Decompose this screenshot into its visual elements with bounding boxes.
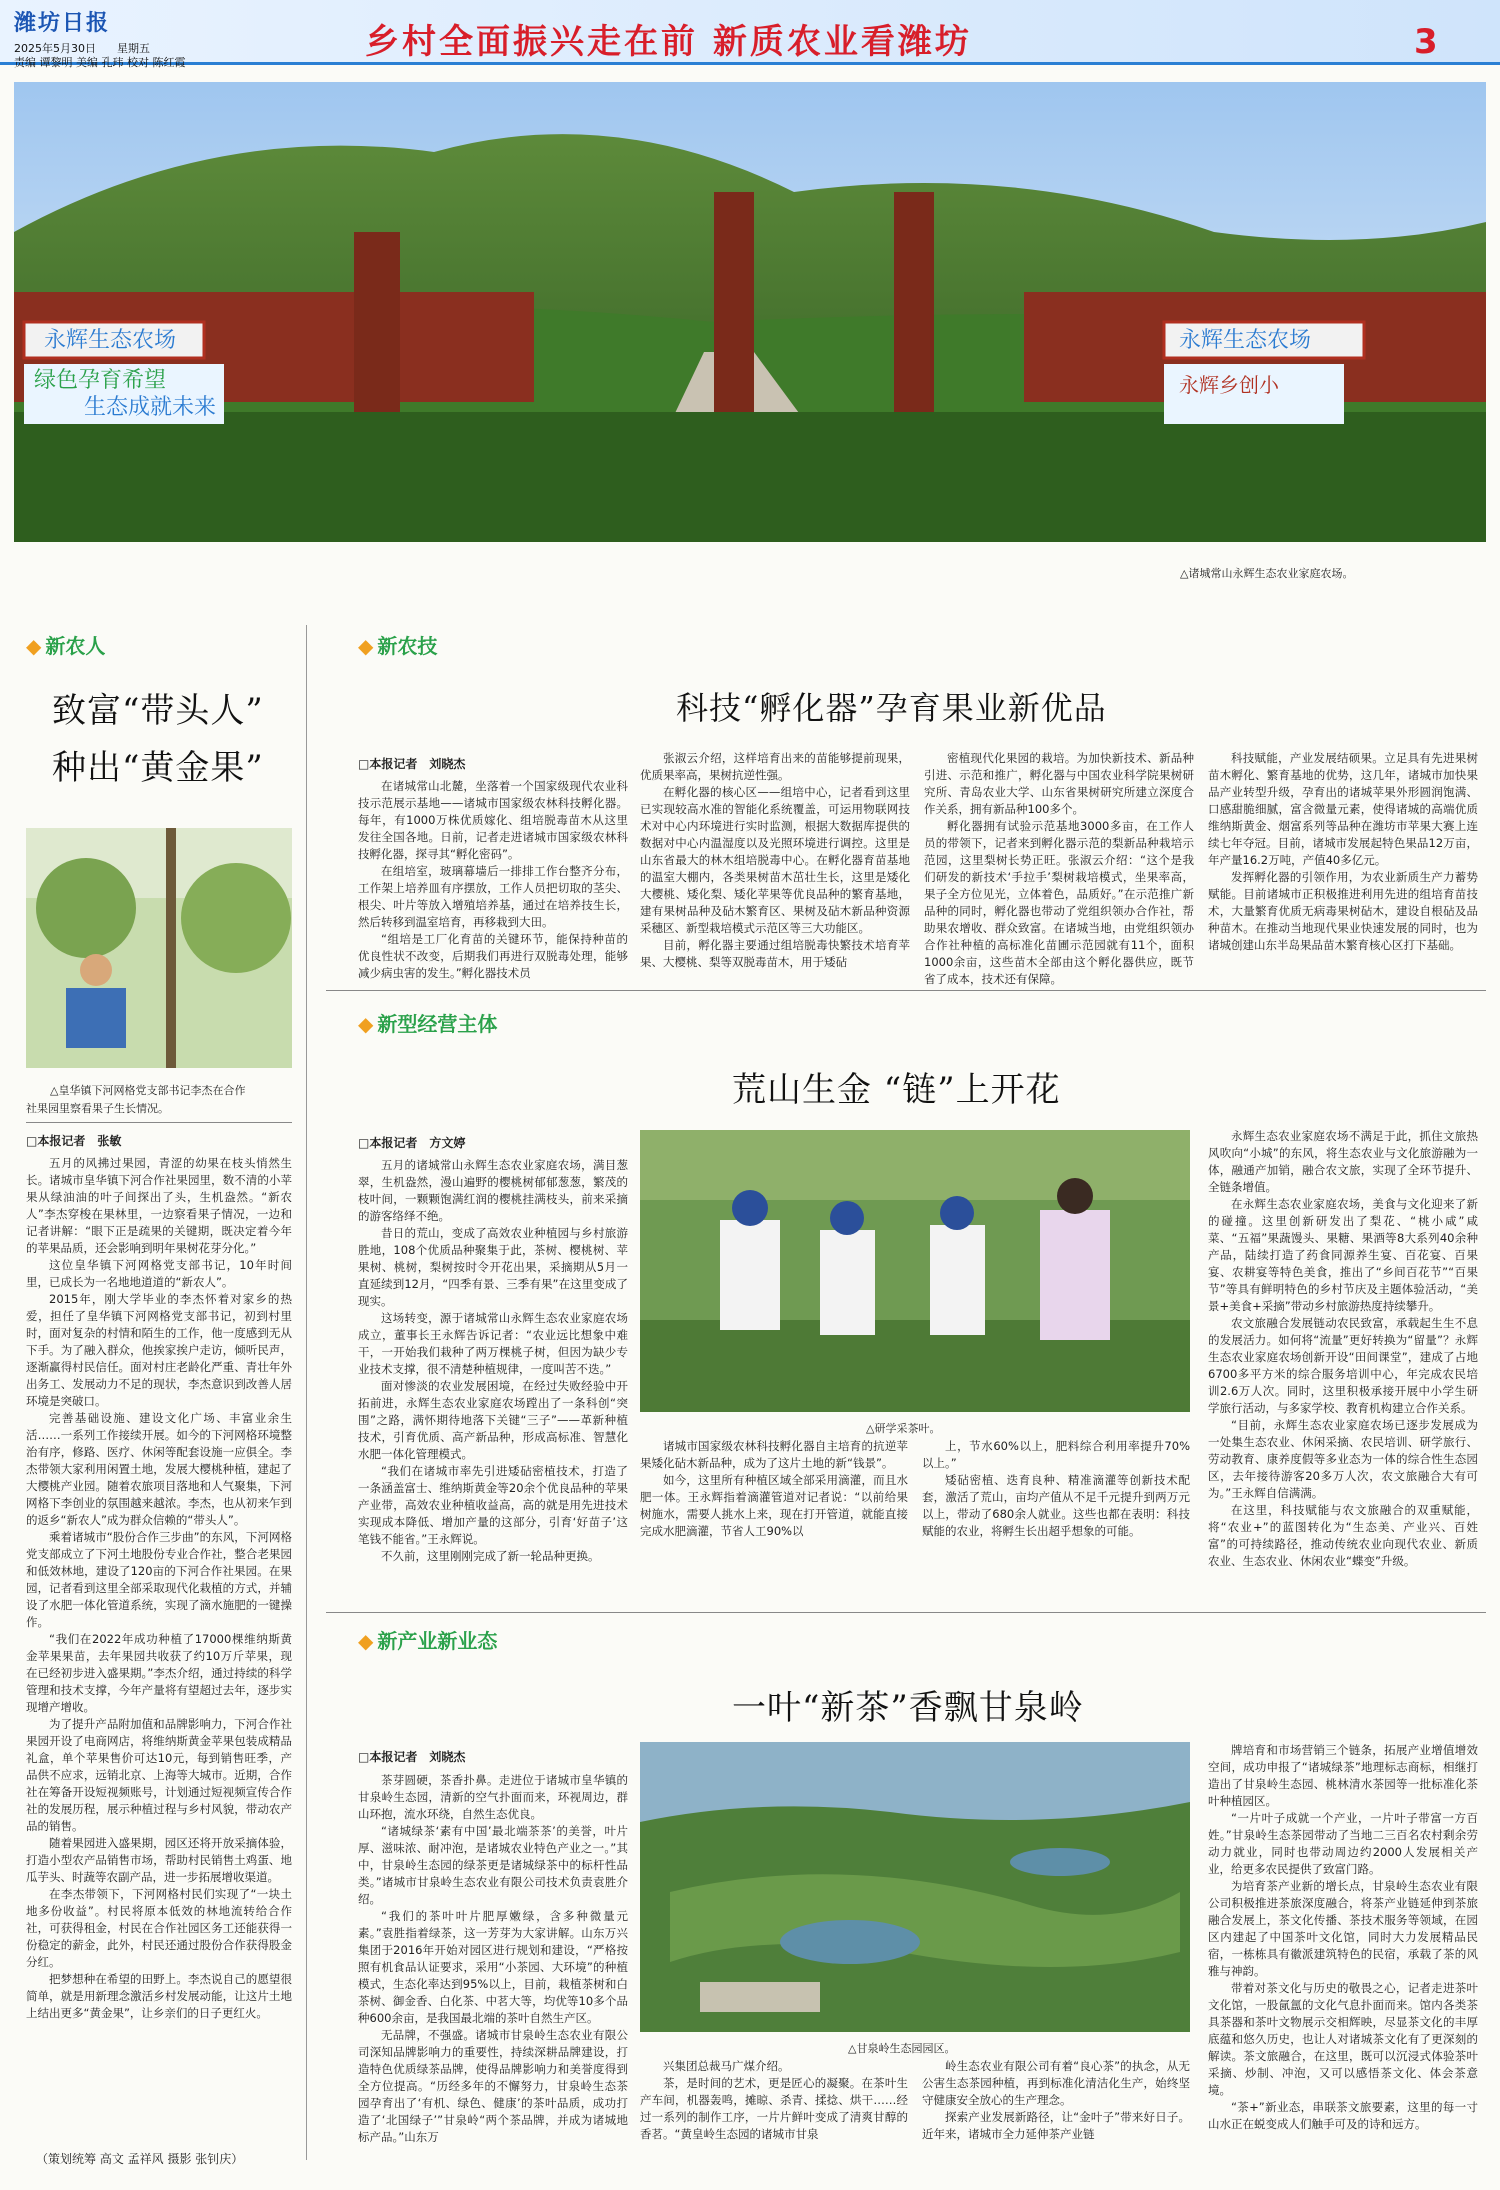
paragraph: 发挥孵化器的引领作用，为农业新质生产力蓄势赋能。目前诸城市正积极推进利用先进的组培育苗技术，大量繁育优质无病毒果树砧木，建设自根砧及品种苗木。在推动当地现代果业快速发展的同时，也为诸城创建山东半岛果品苗木繁育核心区打下基础。 xyxy=(1208,870,1478,952)
staff-credits: 责编 谭黎明 美编 孔玮 校对 陈红霞 xyxy=(14,56,186,69)
paragraph: 乘着诸城市“股份合作三步曲”的东风，下河网格党支部成立了下河土地股份专业合作社，整合老果园和低效林地，建设了120亩的下河合作社果园。在果园，记者看到这里全部采取现代化栽植的方式，并辅设了水肥一体化管道系统，实现了滴水施肥的一键操作。 xyxy=(26,1530,292,1629)
paragraph: 探索产业发展新路径，让“金叶子”带来好日子。近年来，诸城市全力延伸茶产业链 xyxy=(922,2110,1190,2141)
paragraph: 在孵化器的核心区——组培中心，记者看到这里已实现较高水准的智能化系统覆盖，可运用物联网技术对中心内环境进行实时监测，根据大数据库提供的数据对中心内温湿度以及光照环境进行调控。这里是山东省最大的林木组培脱毒中心。在孵化器育苗基地的温室大棚内，各类果树苗木茁壮生长，这里是矮化大樱桃、矮化梨、矮化苹果等优良品种的繁育基地，建有果树品种及砧木繁育区、果树及砧木新品种资源采穗区、新型栽培模式示范区等三大功能区。 xyxy=(640,785,910,935)
section-label-new-farmer: ◆ 新农人 xyxy=(26,634,106,658)
paragraph: 在这里，科技赋能与农文旅融合的双重赋能，将“农业+”的蓝图转化为“生态美、产业兴、百姓富”的可持续路径，推动传统农业向现代农业、新质农业、生态农业、休闲农业“蝶变”升级。 xyxy=(1208,1503,1478,1568)
paragraph: “组培是工厂化育苗的关键环节，能保持种苗的优良性状不改变，后期我们再进行双脱毒处理，能够减少病虫害的发生。”孵化器技术员 xyxy=(358,932,628,980)
byline-col1: □本报记者 张敏 xyxy=(26,1134,122,1148)
section-label-new-business: ◆ 新型经营主体 xyxy=(358,1012,498,1036)
photo-students-tea-picking xyxy=(640,1130,1190,1412)
hero-slogan-2: 生态成就未来 xyxy=(84,395,217,420)
paragraph: 在组培室，玻璃幕墙后一排排工作台整齐分布，工作架上培养皿有序摆放，工作人员把切取的茎尖、根尖、叶片等放入增殖培养基，通过在培养技生长，然后转移到温室培育，再移栽到大田。 xyxy=(358,864,628,929)
paragraph: 完善基础设施、建设文化广场、丰富业余生活……一系列工作接续开展。如今的下河网格环境整治有序，修路、医疗、休闲等配套设施一应俱全。李杰带领大家利用闲置土地，发展大樱桃种植，建起了大樱桃产业园。随着农旅项目落地和人气聚集，下河网格下李创业的氛围越来越浓。李杰，也从初来乍到的返乡“新农人”成为群众信赖的“带头人”。 xyxy=(26,1411,292,1527)
photo-tea-garden-aerial xyxy=(640,1742,1190,2032)
diamond-icon: ◆ xyxy=(358,1012,374,1036)
diamond-icon: ◆ xyxy=(358,1629,374,1653)
masthead: 潍坊日报 xyxy=(14,11,111,36)
photo-caption-tea: △甘泉岭生态园园区。 xyxy=(848,2042,956,2055)
paragraph: “目前，永辉生态农业家庭农场已逐步发展成为一处集生态农业、休闲采摘、农民培训、研学旅行、劳动教育、康养度假等多业态为一体的综合性生态园区，去年接待游客20多万人次，农文旅融合大有可为。”王永辉自信满满。 xyxy=(1208,1418,1478,1500)
hero-sign-left: 永辉生态农场 xyxy=(44,328,177,353)
article-body-tea-below-right xyxy=(922,2058,1190,2158)
paragraph: 这位皇华镇下河网格党支部书记，10年时间里，已成长为一名地地道道的“新农人”。 xyxy=(26,1258,292,1289)
page-number: 3 xyxy=(1414,22,1438,62)
divider xyxy=(26,1122,292,1123)
hero-slogan-1: 绿色孕育希望 xyxy=(34,368,167,393)
issue-weekday: 星期五 xyxy=(116,42,150,55)
section-label-new-tech: ◆ 新农技 xyxy=(358,634,438,658)
paragraph: 科技赋能，产业发展结硕果。立足具有先进果树苗木孵化、繁育基地的优势，这几年，诸城市加快果品产业转型升级，孕育出的诸城苹果外形圆润饱满、口感甜脆细腻，富含微量元素，使得诸城的高端优质维纳斯黄金、烟富系列等品种在潍坊市苹果大赛上连续七年夺冠。目前，诸城市发展起特色果品12万亩，年产量16.2万吨，产值40多亿元。 xyxy=(1208,751,1478,867)
column-divider xyxy=(306,625,307,2160)
paragraph: 密植现代化果园的栽培。为加快新技术、新品种引进、示范和推广，孵化器与中国农业科学院果树研究所、青岛农业大学、山东省果树研究所建立深度合作关系，拥有新品种100多个。 xyxy=(924,751,1194,816)
divider xyxy=(326,1612,1486,1613)
paragraph: 为培育茶产业新的增长点，甘泉岭生态农业有限公司积极推进茶旅深度融合，将茶产业链延伸到茶旅融合发展上，茶文化传播、茶技术服务等领域，在园区内建起了中国茶叶文化馆，同时大力发展精品民宿，一栋栋具有徽派建筑特色的民宿，承载了茶的风雅与神韵。 xyxy=(1208,1879,1478,1978)
issue-date: 2025年5月30日 xyxy=(14,42,96,55)
article-body-tech-col-c xyxy=(924,750,1194,986)
photo-orchard-farmer xyxy=(26,828,292,1068)
byline-tea: □本报记者 刘晓杰 xyxy=(358,1750,466,1764)
article-body-chain-below-left xyxy=(640,1438,908,1603)
paragraph: 为了提升产品附加值和品牌影响力，下河合作社果园开设了电商网店，将维纳斯黄金苹果包装成精品礼盒，单个苹果售价可达10元，每到销售旺季，产品供不应求，远销北京、上海等大城市。近期，合作社在筹备开设短视频账号，计划通过短视频宣传合作社的发展历程，展示种植过程与乡村风貌，带动农产品的销售。 xyxy=(26,1717,292,1833)
page-banner-title: 乡村全面振兴走在前 新质农业看潍坊 xyxy=(365,22,972,62)
paragraph: “我们的茶叶叶片肥厚嫩绿，含多种微量元素。”袁胜指着绿茶，这一芳芽为大家讲解。山东万兴集团于2016年开始对园区进行规划和建设，“严格按照有机食品认证要求，采用“小茶园、大环境”的种植模式，生态化率达到95%以上，目前，栽植茶树和白茶树、御金香、白化茶、中茗大等，均优等10多个品种600余亩，是我国最北端的茶叶自然生产区。 xyxy=(358,1909,628,2025)
byline-tech: □本报记者 刘晓杰 xyxy=(358,757,466,771)
paragraph: 上，节水60%以上，肥料综合利用率提升70%以上。” xyxy=(922,1439,1190,1470)
paragraph: 在李杰带领下，下河网格村民们实现了“一块土地多份收益”。村民将原本低效的林地流转给合作社，可获得租金，村民在合作社园区务工还能获得一份稳定的薪金，此外，村民还通过股份合作获得股金分红。 xyxy=(26,1887,292,1969)
paragraph: “我们在诸城市率先引进矮砧密植技术，打造了一条涵盖富士、维纳斯黄金等20余个优良品种的苹果产业带，高效农业种植收益高，高的就是用先进技术实现成本降低、增加产量的这部分，引育‘好苗子’这笔钱不能省。”王永辉说。 xyxy=(358,1464,628,1546)
photo-caption-col1-line1: △皇华镇下河网格党支部书记李杰在合作 xyxy=(50,1084,246,1097)
article-body-chain-below-right xyxy=(922,1438,1190,1603)
headline-col1-line1: 致富“带头人” xyxy=(52,691,264,731)
headline-tech: 科技“孵化器”孕育果业新优品 xyxy=(676,689,1107,727)
headline-tea: 一叶“新茶”香飘甘泉岭 xyxy=(732,1688,1084,1728)
article-body-tech-col-d xyxy=(1208,750,1478,978)
paragraph: 孵化器拥有试验示范基地3000多亩，在工作人员的带领下，记者来到孵化器示范的梨新品种栽培示范园，这里梨树长势正旺。张淑云介绍：“这个是我们研发的新技术‘手拉手’梨树栽培模式，坐果率高，果子全方位见光，立体着色，品质好。”在示范推广新品种的同时，孵化器也带动了党组织领办合作社，帮助果农增收、群众致富。在诸城当地，由党组织领办合作社种植的高标准化苗圃示范园就有11个，面积1000余亩，这些苗木全部由这个孵化器供应，既节省了成本，技术还有保障。 xyxy=(924,819,1194,986)
paragraph: 永辉生态农业家庭农场不满足于此，抓住文旅热风吹向“小城”的东风，将生态农业与文化旅游融为一体，融通产加销，融合农文旅，实现了全环节提升、全链条增值。 xyxy=(1208,1129,1478,1194)
hero-photo-caption: △诸城常山永辉生态农业家庭农场。 xyxy=(1180,567,1354,580)
divider xyxy=(326,990,1486,991)
paragraph: 五月的诸城常山永辉生态农业家庭农场，满目葱翠，生机盎然，漫山遍野的樱桃树郁郁葱葱，繁茂的枝叶间，一颗颗饱满红润的樱桃挂满枝头，前来采摘的游客络绎不绝。 xyxy=(358,1158,628,1223)
article-body-tech-col-b xyxy=(640,750,910,978)
article-body-tea-right xyxy=(1208,1742,1478,2157)
paragraph: 诸城市国家级农林科技孵化器自主培育的抗逆苹果矮化砧木新品种，成为了这片土地的新“钱景”。 xyxy=(640,1439,908,1470)
byline-chain: □本报记者 方文婷 xyxy=(358,1136,466,1150)
paragraph: “一片叶子成就一个产业，一片叶子带富一方百姓。”甘泉岭生态茶园带动了当地二三百名农村剩余劳动力就业，同时也带动周边约2000人发展相关产业，给更多农民提供了致富门路。 xyxy=(1208,1811,1478,1876)
paragraph: 矮砧密植、迭育良种、精准滴灌等创新技术配套，激活了荒山，亩均产值从不足千元提升到两万元以上，带动了680余人就业。这些也都在表明：科技赋能的农业，将孵生长出超乎想象的可能。 xyxy=(922,1473,1190,1538)
paragraph: 五月的风拂过果园，青涩的幼果在枝头悄然生长。诸城市皇华镇下河合作社果园里，数不清的小苹果从绿油油的叶子间探出了头，生机盎然。“新农人”李杰穿梭在果林里，一边察看果子情况，一边和记者讲解：“眼下正是疏果的关键期，既决定着今年的苹果品质，还会影响到明年果树花芽分化。” xyxy=(26,1156,292,1255)
paragraph: 农文旅融合发展链动农民致富，承载起生生不息的发展活力。如何将“流量”更好转换为“留量”？永辉生态农业家庭农场创新开设“田间课堂”，建成了占地6700多平方米的综合服务培训中心，年完成农民培训2.6万人次。同时，这里积极承接开展中小学生研学旅行活动，与多家学校、教育机构建立合作关系。 xyxy=(1208,1316,1478,1415)
paragraph: 张淑云介绍，这样培育出来的苗能够提前现果，优质果率高，果树抗逆性强。 xyxy=(640,751,910,782)
paragraph: “我们在2022年成功种植了17000棵维纳斯黄金苹果果苗，去年果园共收获了约10万斤苹果，现在已经初步进入盛果期。”李杰介绍，通过持续的科学管理和技术支撑，今年产量将有望超过去年，逐步实现增产增收。 xyxy=(26,1632,292,1714)
paragraph: 茶，是时间的艺术，更是匠心的凝聚。在茶叶生产车间，机器轰鸣，摊晾、杀青、揉捻、烘干……经过一系列的制作工序，一片片鲜叶变成了清爽甘醇的香茗。“黄皇岭生态园的诸城市甘泉 xyxy=(640,2076,908,2141)
paragraph: 面对惨淡的农业发展困境，在经过失败经验中开拓前进，永辉生态农业家庭农场蹚出了一条科创“突围”之路，满怀期待地落下关键“三子”——革新种植技术，引育优质、高产新品种，形成高标准、智慧化水肥一体化管理模式。 xyxy=(358,1379,628,1461)
article-body-col1 xyxy=(26,1155,292,2140)
paragraph: 兴集团总裁马广煤介绍。 xyxy=(663,2059,790,2073)
paragraph: 这场转变，源于诸城常山永辉生态农业家庭农场成立，董事长王永辉告诉记者：“农业远比想象中难干，一开始我们栽种了两万棵桃子树，但因为缺少专业技术支撑，很不清楚种植规律，一度叫苦不迭。” xyxy=(358,1311,628,1376)
hero-sign-right: 永辉生态农场 xyxy=(1179,328,1312,353)
article-body-tea-col-a xyxy=(358,1772,628,2157)
article-body-tech-col-a xyxy=(358,778,628,978)
paragraph: 随着果园进入盛果期，园区还将开放采摘体验，打造小型农产品销售市场，帮助村民销售土鸡蛋、地瓜芋头、时蔬等农副产品，进一步拓展增收渠道。 xyxy=(26,1836,292,1884)
diamond-icon: ◆ xyxy=(26,634,42,658)
paragraph: 2015年，刚大学毕业的李杰怀着对家乡的热爱，担任了皇华镇下河网格党支部书记，初到村里时，面对复杂的村情和陌生的工作，他一度感到无从下手。为了融入群众，他挨家挨户走访，倾听民声，逐渐赢得村民信任。面对村庄老龄化严重、青壮年外出务工、发展动力不足的现状，李杰意识到改善人居环境是突破口。 xyxy=(26,1292,292,1408)
photo-caption-chain: △研学采茶叶。 xyxy=(866,1422,941,1435)
paragraph: 在诸城常山北麓，坐落着一个国家级现代农业科技示范展示基地——诸城市国家级农林科技孵化器。每年，有1000万株优质嫁化、组培脱毒苗木从这里发往全国各地。日前，记者走进诸城市国家级农林科技孵化器，探寻其“孵化密码”。 xyxy=(358,779,628,861)
section-label-new-industry: ◆ 新产业新业态 xyxy=(358,1629,498,1653)
hero-photo-farm-entrance xyxy=(14,82,1486,542)
paragraph: “茶+”新业态，串联茶文旅要素，这里的每一寸山水正在蜕变成人们触手可及的诗和远方。 xyxy=(1208,2100,1478,2131)
article-body-tea-below-left xyxy=(640,2058,908,2158)
paragraph: 把梦想种在希望的田野上。李杰说自己的愿望很简单，就是用新理念激活乡村发展动能，让这片土地上结出更多“黄金果”，让乡亲们的日子更红火。 xyxy=(26,1972,292,2020)
headline-chain: 荒山生金 “链”上开花 xyxy=(732,1070,1061,1110)
article-body-chain-col-a xyxy=(358,1157,628,1602)
photo-caption-col1-line2: 社果园里察看果子生长情况。 xyxy=(26,1102,169,1115)
paragraph: 茶芽圆硬，茶香扑鼻。走进位于诸城市皇华镇的甘泉岭生态园，清新的空气扑面而来，环视周边，群山环抱，流水环绕，自然生态优良。 xyxy=(358,1773,628,1821)
article-body-chain-right xyxy=(1208,1128,1478,1603)
paragraph: 岭生态农业有限公司有着“良心茶”的执念，从无公害生态茶园种植，再到标准化清洁化生产，始终坚守健康安全放心的生产理念。 xyxy=(922,2059,1190,2107)
paragraph: 不久前，这里刚刚完成了新一轮品种更换。 xyxy=(381,1549,600,1563)
paragraph: 如今，这里所有种植区域全部采用滴灌，而且水肥一体。王永辉指着滴灌管道对记者说：“以前给果树施水，需要人挑水上来，现在打开管道，就能直接完成水肥滴灌，节省人工90%以 xyxy=(640,1473,908,1538)
paragraph: 昔日的荒山，变成了高效农业种植园与乡村旅游胜地，108个优质品种聚集于此，茶树、樱桃树、苹果树、桃树，梨树按时令开花出果，采摘期从5月一直延续到12月，“四季有景、三季有果”在这里变成了现实。 xyxy=(358,1226,628,1308)
paragraph: 无品牌，不强盛。诸城市甘泉岭生态农业有限公司深知品牌影响力的重要性，持续深耕品牌建设，打造特色优质绿茶品牌，使得品牌影响力和美誉度得到全方位提高。“历经多年的不懈努力，甘泉岭生态茶园孕育出了‘有机、绿色、健康’的茶叶品质，成功打造了‘北国绿子’”甘泉岭“两个茶品牌，并成为诸城地标产品。”山东万 xyxy=(358,2028,628,2144)
hero-sign-right-2: 永辉乡创小 xyxy=(1179,373,1279,397)
paragraph: 目前，孵化器主要通过组培脱毒快繁技术培育苹果、大樱桃、梨等双脱毒苗木，用于矮砧 xyxy=(640,938,910,969)
paragraph: 在永辉生态农业家庭农场，美食与文化迎来了新的碰撞。这里创新研发出了梨花、“桃小咸”咸菜、“五福”果蔬馒头、果糖、果酒等8大系列40余种产品，陆续打造了药食同源养生宴、百花宴、百果宴、农耕宴等特色美食，推出了“乡间百花节”“百果节”等具有鲜明特色的乡村节庆及主题体验活动，“美景+美食+采摘”带动乡村旅游热度持续攀升。 xyxy=(1208,1197,1478,1313)
paragraph: “诸城绿茶‘素有中国’最北端茶茶’的美誉，叶片厚、滋味浓、耐冲泡，是诸城农业特色产业之一。”其中，甘泉岭生态园的绿茶更是诸城绿茶中的标杆性品类。”诸城市甘泉岭生态农业有限公司技术负责袁胜介绍。 xyxy=(358,1824,628,1906)
paragraph: 牌培育和市场营销三个链条，拓展产业增值增效空间，成功申报了“诸城绿茶”地理标志商标，相继打造出了甘泉岭生态园、桃林清水茶园等一批标准化茶叶种植园区。 xyxy=(1208,1743,1478,1808)
diamond-icon: ◆ xyxy=(358,634,374,658)
credits-line: （策划统筹 高文 孟祥风 摄影 张钊庆） xyxy=(36,2152,244,2166)
paragraph: 带着对茶文化与历史的敬畏之心，记者走进茶叶文化馆，一股氤氲的文化气息扑面而来。馆内各类茶具茶器和茶叶文物展示交相辉映，尽显茶文化的丰厚底蕴和悠久历史，也让人对诸城茶文化有了更深刻的解读。茶文旅融合，在这里，既可以沉浸式体验茶叶采摘、炒制、冲泡，又可以感悟茶文化、体会茶意境。 xyxy=(1208,1981,1478,2097)
headline-col1-line2: 种出“黄金果” xyxy=(52,748,264,788)
